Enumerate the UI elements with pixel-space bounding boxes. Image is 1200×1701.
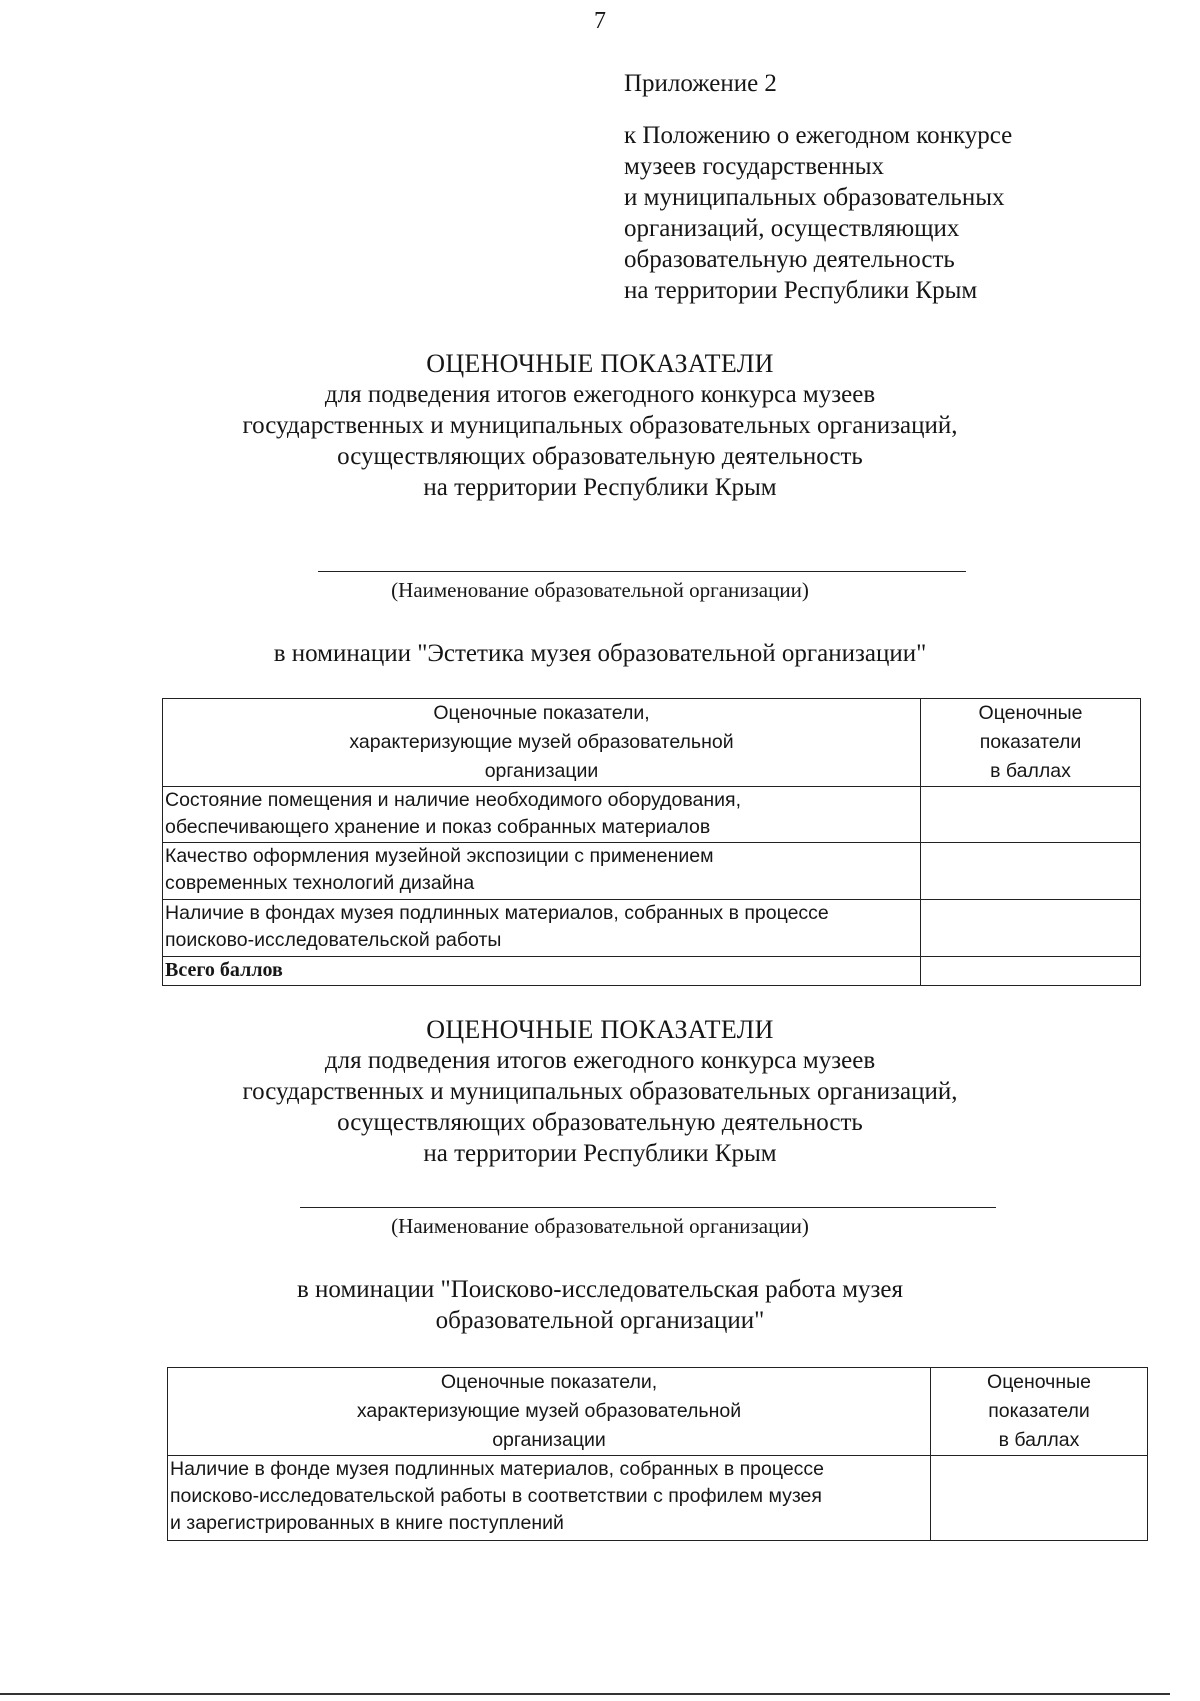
section-subtitle-line: для подведения итогов ежегодного конкурса музеев	[324, 1047, 876, 1074]
section-heading	[0, 1014, 1200, 1169]
org-name-caption: (Наименование образовательной организации)	[391, 1214, 809, 1238]
section-heading	[0, 348, 1200, 503]
table-row	[168, 1456, 1148, 1541]
appendix-reference	[624, 120, 1012, 306]
score-column-header: Оценочные показатели в баллах	[931, 1368, 1148, 1456]
section-title: ОЦЕНОЧНЫЕ ПОКАЗАТЕЛИ	[426, 1015, 774, 1044]
page-bottom-rule	[0, 1693, 1170, 1695]
section-subtitle-line: осуществляющих образовательную деятельность	[337, 1109, 863, 1136]
score-column-header: Оценочные показатели в баллах	[921, 699, 1141, 787]
appendix-title: Приложение 2	[624, 70, 777, 97]
total-row	[163, 957, 1141, 986]
indicator-cell: Качество оформления музейной экспозиции с применением современных технологий дизайна	[163, 843, 921, 900]
nomination	[0, 638, 1200, 669]
indicator-column-header: Оценочные показатели, характеризующие музей образовательной организации	[168, 1368, 931, 1456]
indicator-cell: Наличие в фонде музея подлинных материалов, собранных в процессе поисково-исследовательской работы в соответствии с профилем музея и зарегистрированных в книге поступлений	[168, 1456, 931, 1541]
nomination	[0, 1274, 1200, 1336]
appendix-line: на территории Республики Крым	[624, 277, 978, 304]
indicator-column-header: Оценочные показатели, характеризующие музей образовательной организации	[163, 699, 921, 787]
section-subtitle-line: государственных и муниципальных образовательных организаций,	[242, 1078, 958, 1105]
nomination-line: образовательной организации"	[435, 1307, 765, 1334]
nomination-line: в номинации "Эстетика музея образовательной организации"	[273, 640, 927, 667]
indicator-cell: Состояние помещения и наличие необходимого оборудования, обеспечивающего хранение и показ собранных материалов	[163, 787, 921, 843]
page-number: 7	[594, 8, 606, 34]
score-cell[interactable]	[921, 900, 1141, 957]
table-row	[163, 900, 1141, 957]
appendix-line: музеев государственных	[624, 153, 885, 180]
section-subtitle-line: государственных и муниципальных образовательных организаций,	[242, 412, 958, 439]
appendix-line: организаций, осуществляющих	[624, 215, 960, 242]
org-name-caption: (Наименование образовательной организации)	[391, 578, 809, 602]
total-label: Всего баллов	[163, 957, 921, 986]
nomination-line: в номинации "Поисково-исследовательская работа музея	[296, 1276, 903, 1303]
scores-table-research	[167, 1367, 1148, 1541]
table-header-row	[168, 1368, 1148, 1456]
table-header-row	[163, 699, 1141, 787]
score-cell[interactable]	[931, 1456, 1148, 1541]
appendix-line: и муниципальных образовательных	[624, 184, 1005, 211]
org-name-blank-line	[318, 571, 966, 572]
table-row	[163, 787, 1141, 843]
section-subtitle-line: осуществляющих образовательную деятельность	[337, 443, 863, 470]
score-cell[interactable]	[921, 787, 1141, 843]
section-subtitle-line: на территории Республики Крым	[423, 1140, 777, 1167]
scores-table-aesthetics	[162, 698, 1141, 986]
appendix-line: к Положению о ежегодном конкурсе	[624, 122, 1013, 149]
org-name-blank-line	[300, 1207, 996, 1208]
section-title: ОЦЕНОЧНЫЕ ПОКАЗАТЕЛИ	[426, 349, 774, 378]
section-subtitle-line: на территории Республики Крым	[423, 474, 777, 501]
score-cell[interactable]	[921, 843, 1141, 900]
indicator-cell: Наличие в фондах музея подлинных материалов, собранных в процессе поисково-исследовательской работы	[163, 900, 921, 957]
section-subtitle-line: для подведения итогов ежегодного конкурса музеев	[324, 381, 876, 408]
total-score-cell[interactable]	[921, 957, 1141, 986]
table-row	[163, 843, 1141, 900]
appendix-line: образовательную деятельность	[624, 246, 955, 273]
